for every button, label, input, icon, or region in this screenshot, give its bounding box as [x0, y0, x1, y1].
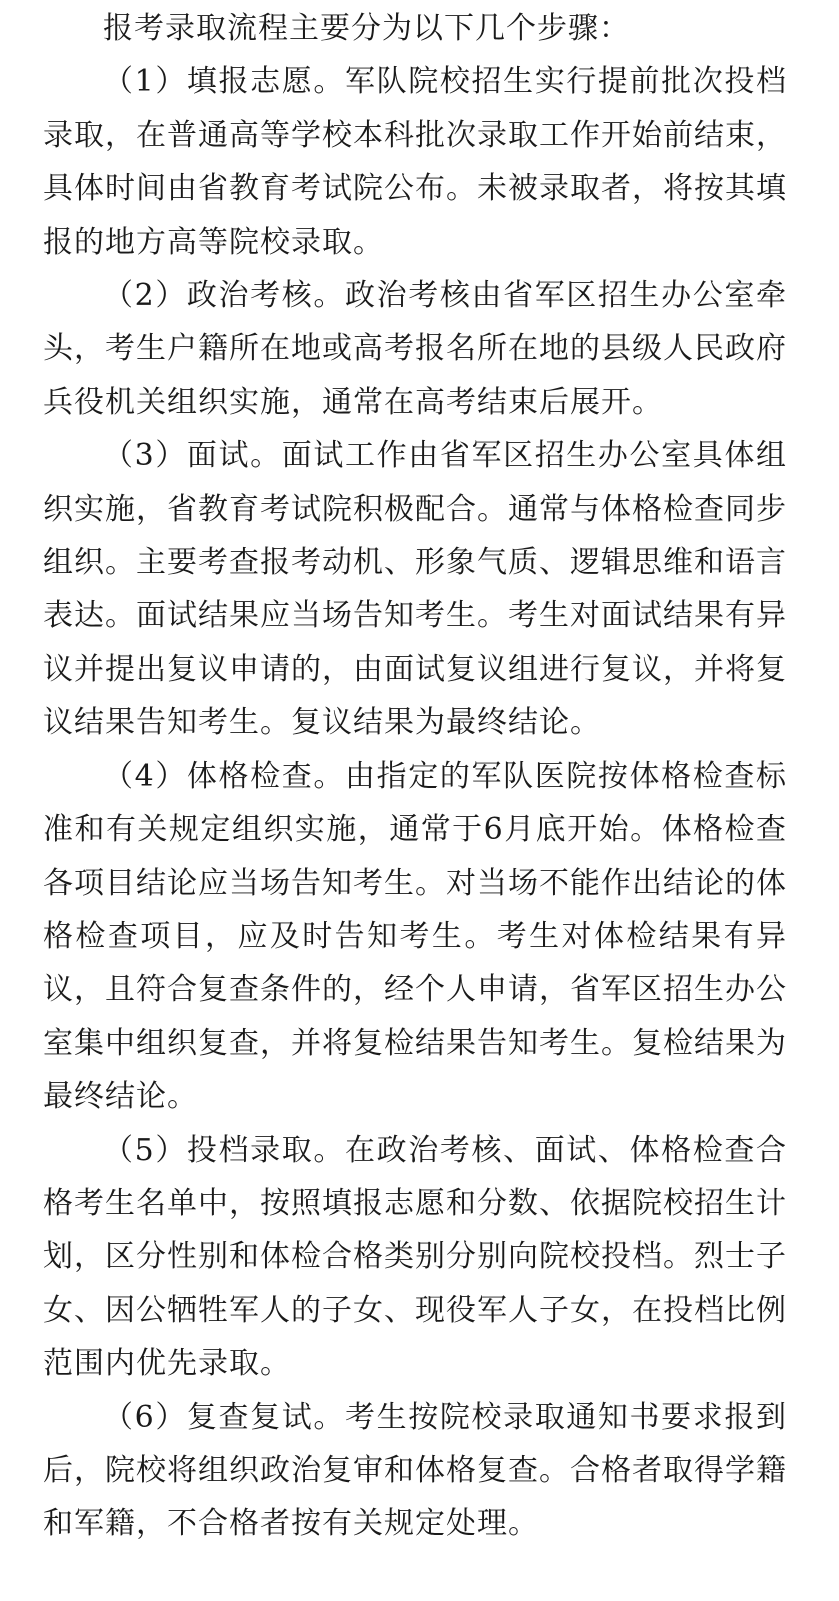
step-5-paragraph: （5）投档录取。在政治考核、面试、体格检查合格考生名单中，按照填报志愿和分数、依据院校招生计划，区分性别和体检合格类别分别向院校投档。烈士子女、因公牺牲军人的子女、现役军人子女，在投档比例范围内优先录取。 [43, 1132, 787, 1382]
step-6-paragraph: （6）复查复试。考生按院校录取通知书要求报到后，院校将组织政治复审和体格复查。合格者取得学籍和军籍，不合格者按有关规定处理。 [43, 1399, 787, 1542]
step-2-paragraph: （2）政治考核。政治考核由省军区招生办公室牵头，考生户籍所在地或高考报名所在地的县级人民政府兵役机关组织实施，通常在高考结束后展开。 [43, 278, 787, 420]
intro-paragraph: 报考录取流程主要分为以下几个步骤： [103, 11, 630, 46]
step-1-paragraph: （1）填报志愿。军队院校招生实行提前批次投档录取，在普通高等学校本科批次录取工作开始前结束，具体时间由省教育考试院公布。未被录取者，将按其填报的地方高等院校录取。 [43, 64, 787, 260]
step-4-paragraph: （4）体格检查。由指定的军队医院按体格检查标准和有关规定组织实施，通常于6月底开始。体格检查各项目结论应当场告知考生。对当场不能作出结论的体格检查项目，应及时告知考生。考生对体检结果有异议，且符合复查条件的，经个人申请，省军区招生办公室集中组织复查，并将复检结果告知考生。复检结果为最终结论。 [43, 758, 787, 1115]
step-3-paragraph: （3）面试。面试工作由省军区招生办公室具体组织实施，省教育考试院积极配合。通常与体格检查同步组织。主要考查报考动机、形象气质、逻辑思维和语言表达。面试结果应当场告知考生。考生对面试结果有异议并提出复议申请的，由面试复议组进行复议，并将复议结果告知考生。复议结果为最终结论。 [43, 438, 787, 741]
